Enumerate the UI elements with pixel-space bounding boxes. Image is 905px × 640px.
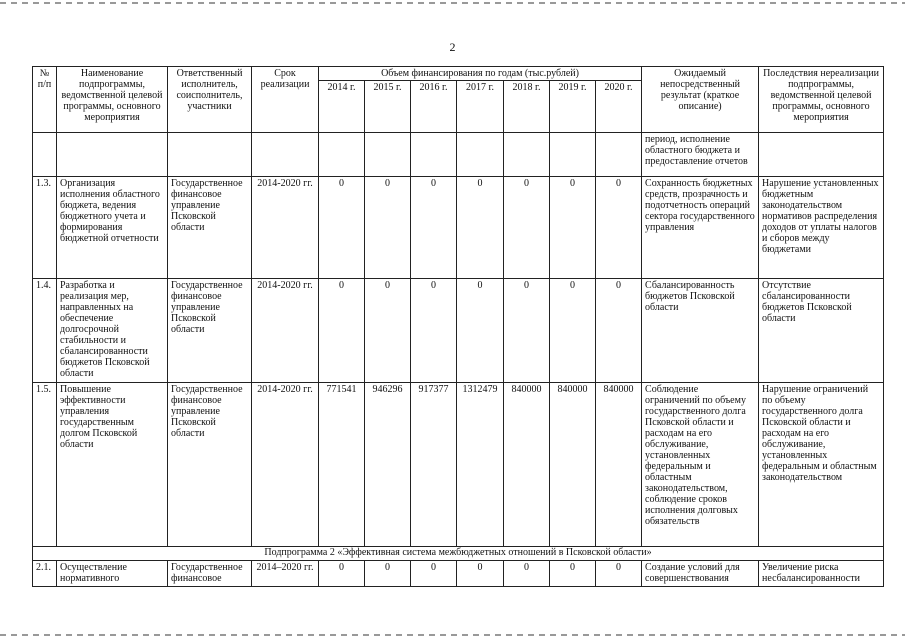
row-num: 1.4. [33,279,57,383]
row-num: 1.3. [33,177,57,279]
row-responsible: Государственное финансовое управление Псковской области [168,177,252,279]
row-value: 0 [411,177,457,279]
header-year: 2020 г. [596,81,642,133]
row-term: 2014-2020 гг. [252,279,319,383]
header-year: 2015 г. [365,81,411,133]
table-row [33,279,884,383]
row-value: 1312479 [457,383,504,547]
row-value: 0 [319,561,365,587]
row-consequences: Отсутствие сбалансированности бюджетов Псковской области [759,279,884,383]
row-value: 0 [596,279,642,383]
continuation-row [33,133,884,177]
header-result: Ожидаемый непосредственный результат (краткое описание) [642,67,759,133]
row-value: 0 [504,279,550,383]
program-table [32,66,884,587]
row-result: Соблюдение ограничений по объему государственного долга Псковской области и расходам на его обслуживание, установленных федеральным и областным законодательством, соблюдение сроков исполнения долговых обязательств [642,383,759,547]
row-responsible: Государственное финансовое [168,561,252,587]
row-term: 2014-2020 гг. [252,177,319,279]
row-value: 0 [411,561,457,587]
row-responsible: Государственное финансовое управление Псковской области [168,279,252,383]
row-value: 0 [457,561,504,587]
header-year: 2018 г. [504,81,550,133]
row-term: 2014-2020 гг. [252,383,319,547]
header-row-1 [33,67,884,81]
row-value: 0 [457,279,504,383]
header-name: Наименование подпрограммы, ведомственной целевой программы, основного мероприятия [57,67,168,133]
header-responsible: Ответственный исполнитель, соисполнитель, участники [168,67,252,133]
scan-edge-bottom [0,634,905,636]
row-value: 917377 [411,383,457,547]
row-value: 0 [411,279,457,383]
table-row [33,383,884,547]
row-value: 0 [365,561,411,587]
header-num: № п/п [33,67,57,133]
page-number: 2 [449,40,456,54]
row-name: Организация исполнения областного бюджета, ведения бюджетного учета и формирования бюджетной отчетности [57,177,168,279]
row-value: 0 [596,561,642,587]
subprogram-row [33,547,884,561]
row-value: 840000 [504,383,550,547]
header-year: 2016 г. [411,81,457,133]
row-value: 0 [365,177,411,279]
row-name: Разработка и реализация мер, направленных на обеспечение долгосрочной стабильности и сбалансированности бюджетов Псковской области [57,279,168,383]
row-value: 0 [504,561,550,587]
row-value: 0 [319,279,365,383]
row-value: 0 [550,279,596,383]
continuation-result: период, исполнение областного бюджета и предоставление отчетов [642,133,759,177]
header-funding: Объем финансирования по годам (тыс.рублей) [319,67,642,81]
row-result: Сбалансированность бюджетов Псковской области [642,279,759,383]
row-value: 0 [550,561,596,587]
scan-edge-top [0,2,905,4]
table-row [33,561,884,587]
header-consequences: Последствия нереализации подпрограммы, ведомственной целевой программы, основного мероприятия [759,67,884,133]
table-row [33,177,884,279]
row-value: 0 [504,177,550,279]
row-value: 840000 [550,383,596,547]
row-value: 0 [457,177,504,279]
row-term: 2014–2020 гг. [252,561,319,587]
row-consequences: Нарушение ограничений по объему государственного долга Псковской области и расходам на его обслуживание, установленных федеральным и областным законодательством [759,383,884,547]
subprogram-title: Подпрограмма 2 «Эффективная система межбюджетных отношений в Псковской области» [33,547,884,561]
row-num: 1.5. [33,383,57,547]
row-result: Сохранность бюджетных средств, прозрачность и подотчетность операций сектора государственного управления [642,177,759,279]
row-value: 771541 [319,383,365,547]
row-name: Повышение эффективности управления государственным долгом Псковской области [57,383,168,547]
row-result: Создание условий для совершенствования [642,561,759,587]
row-value: 946296 [365,383,411,547]
row-value: 0 [550,177,596,279]
header-term: Срок реализации [252,67,319,133]
row-responsible: Государственное финансовое управление Псковской области [168,383,252,547]
row-num: 2.1. [33,561,57,587]
row-value: 0 [596,177,642,279]
row-value: 840000 [596,383,642,547]
row-consequences: Увеличение риска несбалансированности [759,561,884,587]
row-consequences: Нарушение установленных бюджетным законодательством нормативов распределения доходов от уплаты налогов и сборов между бюджетами [759,177,884,279]
row-value: 0 [365,279,411,383]
header-year: 2017 г. [457,81,504,133]
header-year: 2014 г. [319,81,365,133]
header-year: 2019 г. [550,81,596,133]
row-name: Осуществление нормативного [57,561,168,587]
row-value: 0 [319,177,365,279]
